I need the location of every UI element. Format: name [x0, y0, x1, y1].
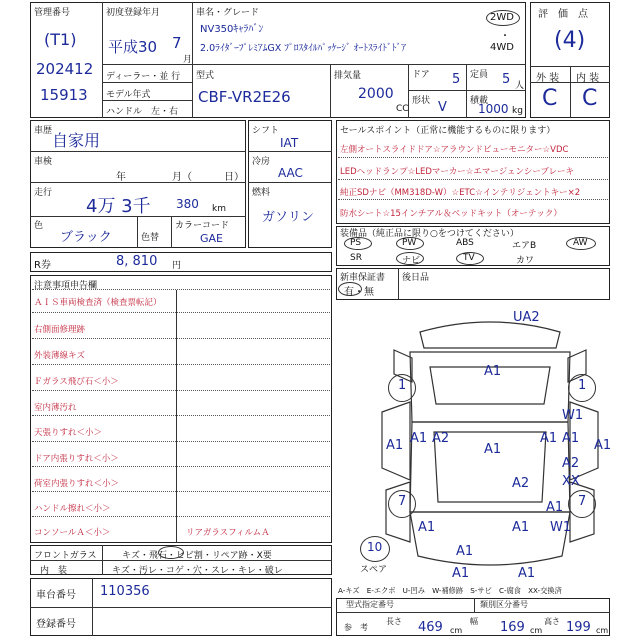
drive-dot: ・ [500, 31, 510, 42]
damage-mark: 1 [578, 378, 587, 393]
inspection-label: 車検 [34, 157, 53, 167]
note-item: ＡＩＳ車両検査済（検査票転記） [34, 298, 162, 308]
damage-mark: A1 [484, 442, 502, 457]
color-match-label: 色替 [141, 233, 160, 243]
color-code-label: カラーコード [175, 221, 230, 231]
drive-4wd: 4WD [490, 42, 514, 53]
exterior-value: C [542, 86, 558, 111]
damage-mark: A1 [512, 520, 530, 535]
equip-airbag: エアB [512, 241, 537, 251]
color-code-value: GAE [200, 232, 223, 245]
usage-value: 自家用 [52, 131, 101, 150]
len-unit: cm [450, 626, 463, 635]
note-item: 外装薄線キズ [34, 351, 85, 361]
inspection-year: 年 [116, 172, 126, 183]
car-grade: 2.0ﾗｲﾀﾞｰﾌﾟﾚﾐｱﾑGX ﾌﾟﾛｽﾀｲﾙﾊﾟｯｹｰｼﾞ ｵｰﾄｽﾗｲﾄﾞﾄﾞｱ [200, 43, 407, 54]
len-label: 長さ [386, 617, 402, 626]
type-label: 型式 [196, 71, 215, 81]
displacement-unit: CC [396, 104, 409, 114]
mgmt-label: 管理番号 [34, 8, 71, 18]
equip-navi: ナビ [402, 256, 421, 266]
drive-2wd: 2WD [490, 12, 514, 23]
sales-item: 防水シート☆15インチアル＆ベッドキット（オーテック） [340, 209, 562, 219]
note-item: Ｆガラス飛び石＜小＞ [34, 377, 119, 387]
note-item: ドア内張りすれ＜小＞ [34, 454, 119, 464]
displacement-value: 2000 [358, 86, 394, 102]
spare-label: スペア [360, 565, 388, 575]
usage-label: 車歴 [34, 126, 53, 136]
sales-item: 純正SDナビ（MM318D-W）☆ETC☆インテリジェントキー×2 [340, 188, 581, 198]
fuel-value: ガソリン [262, 210, 315, 225]
mileage-label: 走行 [34, 188, 53, 198]
damage-mark: A1 [456, 544, 474, 559]
front-glass-value: キズ・飛石・ヒビ割・リペア跡・X要 [122, 551, 272, 561]
note-item: 荷室内張りすれ＜小＞ [34, 479, 120, 489]
damage-mark: A1 [594, 438, 612, 453]
spare-value: 10 [367, 540, 383, 554]
damage-mark: A1 [452, 566, 470, 581]
mileage-value: 4万 3千 [86, 196, 151, 217]
note-item: 室内薄汚れ [34, 403, 77, 413]
first-reg-era: 平成30 [108, 38, 158, 56]
damage-mark: A1 [562, 431, 580, 446]
wid-unit: cm [530, 626, 543, 635]
sales-item: LEDヘッドランプ☆LEDマーカー☆エマージェンシーブレーキ [340, 167, 575, 177]
damage-mark: A1 [540, 431, 558, 446]
damage-mark: 1 [398, 378, 407, 393]
damage-mark: UA2 [513, 310, 540, 325]
door-label: ドア [412, 70, 430, 80]
score-value: (4) [554, 28, 586, 53]
load-value: 1000 [478, 102, 509, 116]
hgt-value: 199 [566, 620, 591, 635]
wid-value: 169 [500, 620, 525, 635]
equip-leather: カワ [516, 256, 535, 266]
damage-mark: A1 [410, 431, 428, 446]
capacity-unit: 人 [515, 81, 525, 91]
damage-mark: A1 [484, 364, 502, 379]
damage-mark: A2 [562, 456, 580, 471]
mgmt-num1: 202412 [36, 60, 94, 78]
sales-title: セールスポイント（正常に機能するものに限ります） [340, 126, 556, 136]
front-glass-label: フロントガラス [34, 551, 97, 561]
exterior-label: 外 装 [536, 73, 560, 84]
note-item: コンソールＡ＜小＞ [34, 528, 111, 538]
equip-sr: SR [350, 253, 362, 263]
fuel-label: 燃料 [252, 188, 271, 198]
damage-mark: W1 [562, 408, 584, 423]
equip-aw: AW [573, 238, 588, 248]
len-value: 469 [418, 620, 443, 635]
sales-item: 左側オートスライドドア☆アラウンドビューモニター☆VDC [340, 145, 569, 155]
shift-value: IAT [280, 136, 299, 150]
shape-label: 形状 [412, 96, 431, 106]
mgmt-code: (T1) [44, 30, 77, 49]
equip-pw: PW [402, 238, 417, 248]
damage-legend: A-キズ E-エクボ U-凹み W-補修跡 S-サビ C-腐食 XX-交換済 [338, 586, 562, 595]
ref-label: 参 考 [344, 623, 368, 632]
hgt-label: 高さ [544, 617, 560, 626]
damage-mark: XX [562, 474, 580, 489]
shift-label: シフト [252, 126, 280, 136]
first-reg-label: 初度登録年月 [106, 8, 161, 18]
shape-value: V [438, 100, 447, 115]
note-item: 右側面修理跡 [34, 325, 86, 335]
mgmt-num2: 15913 [40, 86, 88, 104]
load-label: 積載 [470, 96, 489, 106]
recycle-unit: 円 [172, 261, 182, 271]
class-label: 類別区分番号 [480, 600, 528, 609]
hgt-unit: cm [596, 626, 609, 635]
model-year-label: モデル年式 [106, 90, 151, 100]
equipment-title: 装備品（純正品に限り○をつけてください） [340, 229, 519, 239]
dealer-label: ディーラー・並 行 [106, 72, 181, 82]
stone-chip-circle [158, 546, 184, 559]
wid-label: 幅 [470, 617, 478, 626]
equip-ps: PS [350, 238, 362, 248]
first-reg-month-unit: 月 [183, 55, 193, 65]
damage-mark: A1 [546, 500, 564, 515]
interior-value: キズ・汚レ・コゲ・穴・スレ・キレ・破レ [112, 566, 283, 576]
chassis-value: 110356 [100, 584, 150, 599]
ac-value: AAC [278, 166, 303, 180]
damage-mark: W1 [550, 520, 572, 535]
recycle-value: 8, 810 [116, 254, 158, 269]
load-unit: kg [512, 106, 523, 116]
damage-mark: A1 [518, 566, 536, 581]
inspection-month: 月（ [172, 172, 192, 183]
mileage-unit: km [212, 204, 226, 214]
manual-label: 新車保証書 [340, 273, 386, 283]
manual-value: 有・無 [344, 287, 374, 298]
inspection-day: 日） [224, 172, 244, 183]
displacement-label: 排気量 [334, 71, 362, 81]
damage-mark: 7 [578, 494, 587, 509]
damage-mark: 7 [398, 494, 407, 509]
damage-mark: A2 [432, 431, 450, 446]
capacity-value: 5 [502, 72, 511, 87]
handle-label: ハンドル 左・右 [106, 107, 179, 117]
interior-label: 内 装 [576, 73, 600, 84]
first-reg-month: 7 [172, 34, 182, 52]
equip-tv: TV [463, 253, 475, 263]
equip-abs: ABS [456, 238, 474, 248]
door-value: 5 [452, 72, 461, 87]
capacity-label: 定員 [470, 70, 489, 80]
recycle-label: R券 [34, 260, 51, 271]
note-item: 天張りすれ＜小＞ [34, 428, 103, 438]
ac-label: 冷房 [252, 157, 271, 167]
color-value: ブラック [60, 230, 112, 245]
interior-label: 内 装 [40, 566, 68, 576]
damage-mark: A1 [418, 520, 436, 535]
type-value: CBF-VR2E26 [198, 88, 291, 106]
record-label: 後日品 [402, 273, 430, 283]
registration-label: 登録番号 [36, 619, 76, 630]
score-label: 評 価 点 [538, 9, 588, 20]
interior-value: C [582, 86, 598, 111]
notes-title: 注意事項申告欄 [34, 281, 98, 291]
note-item-right: リアガラスフィルムＡ [186, 528, 270, 538]
damage-mark: A2 [512, 476, 530, 491]
color-label: 色 [34, 221, 44, 231]
cert-label: 型式指定番号 [346, 600, 394, 609]
chassis-label: 車台番号 [36, 590, 76, 601]
car-name: NV350ｷｬﾗﾊﾞﾝ [200, 24, 264, 35]
mileage-sub: 380 [176, 197, 199, 211]
name-label: 車名・グレード [196, 8, 260, 18]
note-item: ハンドル擦れ＜小＞ [34, 504, 111, 514]
damage-mark: A1 [386, 438, 404, 453]
